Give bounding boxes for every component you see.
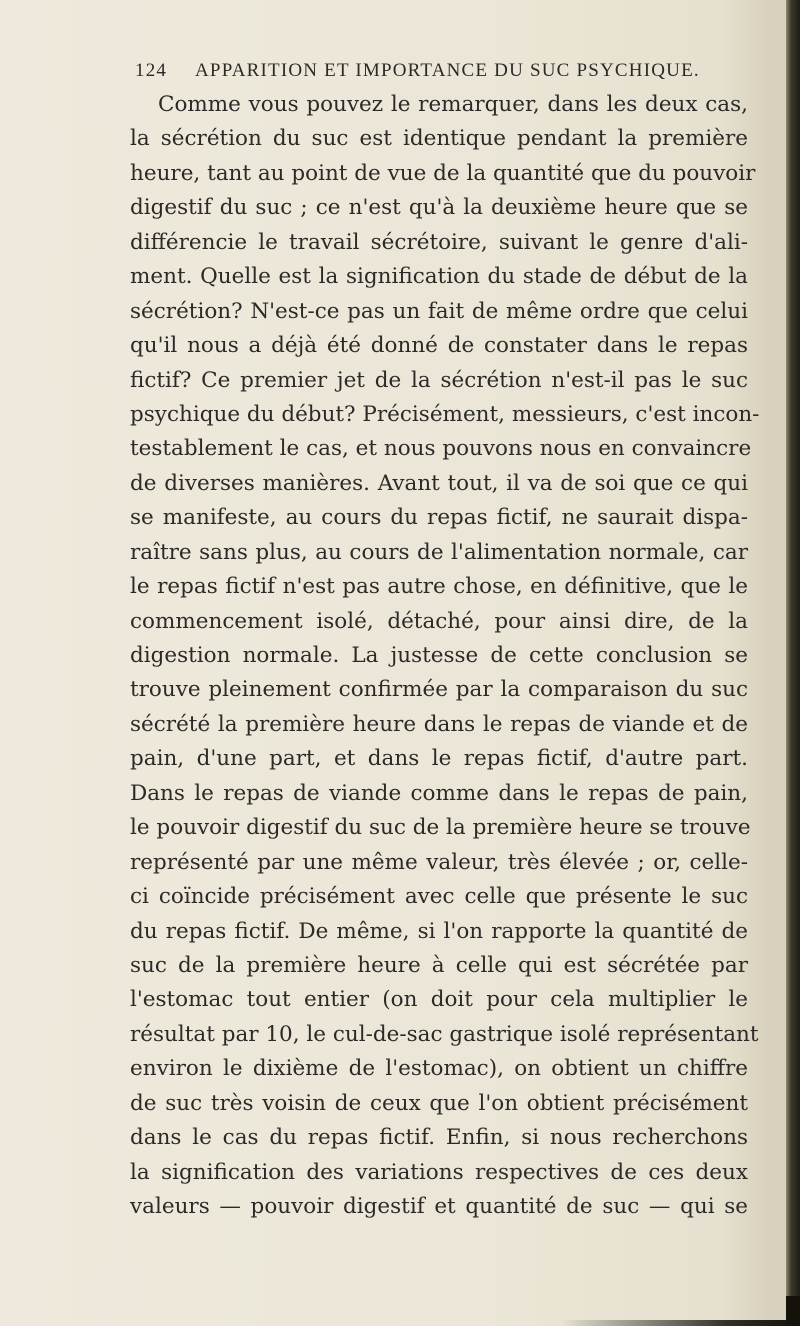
text-line: sécrétion? N'est-ce pas un fait de même ordre que celui bbox=[130, 298, 748, 324]
text-line: ment. Quelle est la signification du stade de début de la bbox=[130, 264, 748, 290]
text-line: du repas fictif. De même, si l'on rapporte la quantité de bbox=[130, 918, 748, 944]
text-line: digestif du suc ; ce n'est qu'à la deuxième heure que se bbox=[130, 195, 748, 221]
text-line: pain, d'une part, et dans le repas fictif, d'autre part. bbox=[130, 746, 748, 772]
text-line: trouve pleinement confirmée par la comparaison du suc bbox=[130, 677, 748, 703]
text-line: Comme vous pouvez le remarquer, dans les deux cas, bbox=[158, 92, 748, 117]
text-line: commencement isolé, détaché, pour ainsi dire, de la bbox=[130, 608, 748, 634]
text-line: résultat par 10, le cul-de-sac gastrique isolé représentant bbox=[130, 1021, 759, 1047]
text-line: la signification des variations respectives de ces deux bbox=[130, 1159, 748, 1185]
text-line: le pouvoir digestif du suc de la première heure se trouve bbox=[130, 815, 751, 841]
running-head bbox=[135, 60, 775, 88]
body-text bbox=[130, 88, 760, 1224]
page-number: 124 bbox=[135, 60, 168, 81]
text-line: testablement le cas, et nous pouvons nous en convaincre bbox=[130, 436, 752, 462]
text-line: digestion normale. La justesse de cette conclusion se bbox=[130, 643, 748, 668]
page-binding-edge bbox=[786, 0, 800, 1326]
text-line: valeurs — pouvoir digestif et quantité de suc — qui se bbox=[130, 1194, 748, 1219]
text-line: suc de la première heure à celle qui est sécrétée par bbox=[130, 952, 748, 978]
running-head-title: APPARITION ET IMPORTANCE DU SUC PSYCHIQUE. bbox=[195, 60, 700, 81]
text-line: Dans le repas de viande comme dans le repas de pain, bbox=[130, 780, 748, 806]
text-line: représenté par une même valeur, très élevée ; or, celle- bbox=[130, 849, 748, 875]
text-line: l'estomac tout entier (on doit pour cela multiplier le bbox=[130, 987, 748, 1013]
text-line: fictif? Ce premier jet de la sécrétion n'est-il pas le suc bbox=[130, 367, 748, 393]
text-line: heure, tant au point de vue de la quantité que du pouvoir bbox=[130, 160, 756, 186]
text-line: qu'il nous a déjà été donné de constater dans le repas bbox=[130, 333, 748, 359]
text-line: de suc très voisin de ceux que l'on obtient précisément bbox=[130, 1090, 748, 1116]
text-line: psychique du début? Précisément, messieurs, c'est incon- bbox=[130, 401, 760, 427]
text-line: différencie le travail sécrétoire, suivant le genre d'ali- bbox=[130, 229, 748, 255]
text-line: la sécrétion du suc est identique pendant la première bbox=[130, 126, 748, 152]
text-line: se manifeste, au cours du repas fictif, ne saurait dispa- bbox=[130, 505, 748, 531]
text-line: dans le cas du repas fictif. Enfin, si nous recherchons bbox=[130, 1125, 748, 1151]
text-line: sécrété la première heure dans le repas de viande et de bbox=[130, 711, 748, 737]
page-bottom-shadow bbox=[560, 1320, 800, 1326]
text-line: raître sans plus, au cours de l'alimentation normale, car bbox=[130, 539, 748, 565]
text-line: le repas fictif n'est pas autre chose, en définitive, que le bbox=[130, 574, 748, 600]
text-line: de diverses manières. Avant tout, il va de soi que ce qui bbox=[130, 470, 748, 496]
text-line: ci coïncide précisément avec celle que présente le suc bbox=[130, 884, 748, 910]
text-line: environ le dixième de l'estomac), on obtient un chiffre bbox=[130, 1056, 748, 1082]
